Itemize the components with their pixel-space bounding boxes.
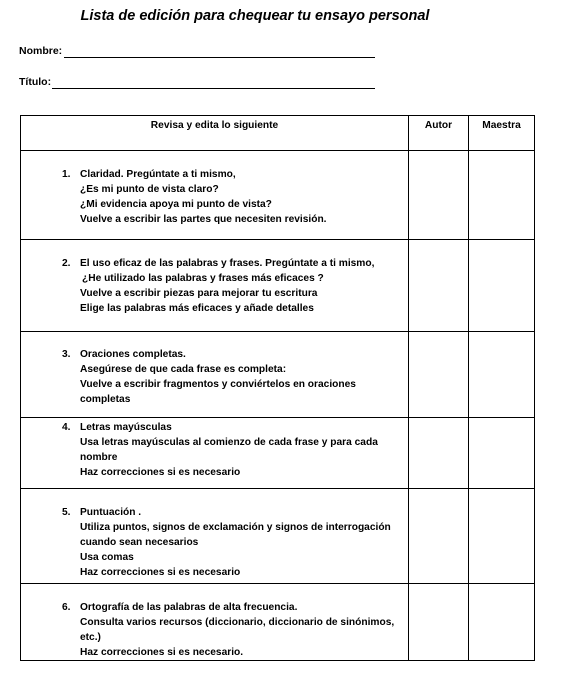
autor-check-cell[interactable] xyxy=(409,332,469,418)
item-number: 5. xyxy=(62,507,71,518)
checklist-table xyxy=(20,115,535,661)
autor-check-cell[interactable] xyxy=(409,240,469,332)
item-line: Haz correcciones si es necesario xyxy=(80,567,241,578)
item-number: 1. xyxy=(62,169,71,180)
header-autor: Autor xyxy=(409,116,469,151)
item-line: Puntuación . xyxy=(80,507,142,518)
item-number: 6. xyxy=(62,602,71,613)
document-title: Lista de edición para chequear tu ensayo personal xyxy=(80,8,430,24)
header-revisa: Revisa y edita lo siguiente xyxy=(21,116,409,151)
maestra-check-cell[interactable] xyxy=(469,584,535,661)
item-line: Letras mayúsculas xyxy=(80,422,172,433)
item-line: Vuelve a escribir fragmentos y conviértelos en oraciones completas xyxy=(80,379,356,405)
item-line: ¿Es mi punto de vista claro? xyxy=(80,184,219,195)
item-line: Vuelve a escribir piezas para mejorar tu escritura xyxy=(80,288,318,299)
titulo-blank-line[interactable] xyxy=(52,88,375,89)
titulo-label: Título: xyxy=(19,76,52,88)
item-number: 3. xyxy=(62,349,71,360)
item-line: Usa letras mayúsculas al comienzo de cada frase y para cada nombre xyxy=(80,437,378,463)
item-line: ¿Mi evidencia apoya mi punto de vista? xyxy=(80,199,272,210)
item-line: ¿He utilizado las palabras y frases más eficaces ? xyxy=(82,273,324,284)
item-line: Haz correcciones si es necesario xyxy=(80,467,241,478)
item-cell xyxy=(21,584,409,661)
autor-check-cell[interactable] xyxy=(409,584,469,661)
table-row xyxy=(21,584,535,661)
titulo-field[interactable] xyxy=(19,76,51,88)
item-line: Oraciones completas. xyxy=(80,349,186,360)
maestra-check-cell[interactable] xyxy=(469,240,535,332)
maestra-check-cell[interactable] xyxy=(469,151,535,240)
table-row xyxy=(21,151,535,240)
maestra-check-cell[interactable] xyxy=(469,332,535,418)
nombre-blank-line[interactable] xyxy=(64,57,375,58)
autor-check-cell[interactable] xyxy=(409,418,469,489)
nombre-label: Nombre: xyxy=(19,45,63,57)
table-row xyxy=(21,332,535,418)
item-number: 4. xyxy=(62,422,71,433)
item-cell xyxy=(21,240,409,332)
item-cell xyxy=(21,489,409,584)
header-maestra: Maestra xyxy=(469,116,535,151)
nombre-field[interactable] xyxy=(19,45,62,57)
item-number: 2. xyxy=(62,258,71,269)
table-row xyxy=(21,418,535,489)
item-line: Utiliza puntos, signos de exclamación y signos de interrogación cuando sean necesarios xyxy=(80,522,391,548)
item-line: Elige las palabras más eficaces y añade detalles xyxy=(80,303,314,314)
item-line: Consulta varios recursos (diccionario, diccionario de sinónimos, etc.) xyxy=(80,617,395,643)
item-line: Asegúrese de que cada frase es completa: xyxy=(80,364,287,375)
maestra-check-cell[interactable] xyxy=(469,489,535,584)
autor-check-cell[interactable] xyxy=(409,151,469,240)
autor-check-cell[interactable] xyxy=(409,489,469,584)
item-cell xyxy=(21,418,409,489)
item-cell xyxy=(21,332,409,418)
item-line: El uso eficaz de las palabras y frases. Pregúntate a ti mismo, xyxy=(80,258,375,269)
item-line: Claridad. Pregúntate a ti mismo, xyxy=(80,169,236,180)
item-cell xyxy=(21,151,409,240)
item-line: Vuelve a escribir las partes que necesiten revisión. xyxy=(80,214,327,225)
table-row xyxy=(21,240,535,332)
maestra-check-cell[interactable] xyxy=(469,418,535,489)
table-row xyxy=(21,489,535,584)
table-header-row xyxy=(21,116,535,151)
item-line: Ortografía de las palabras de alta frecuencia. xyxy=(80,602,298,613)
item-line: Usa comas xyxy=(80,552,134,563)
item-line: Haz correcciones si es necesario. xyxy=(80,647,244,658)
